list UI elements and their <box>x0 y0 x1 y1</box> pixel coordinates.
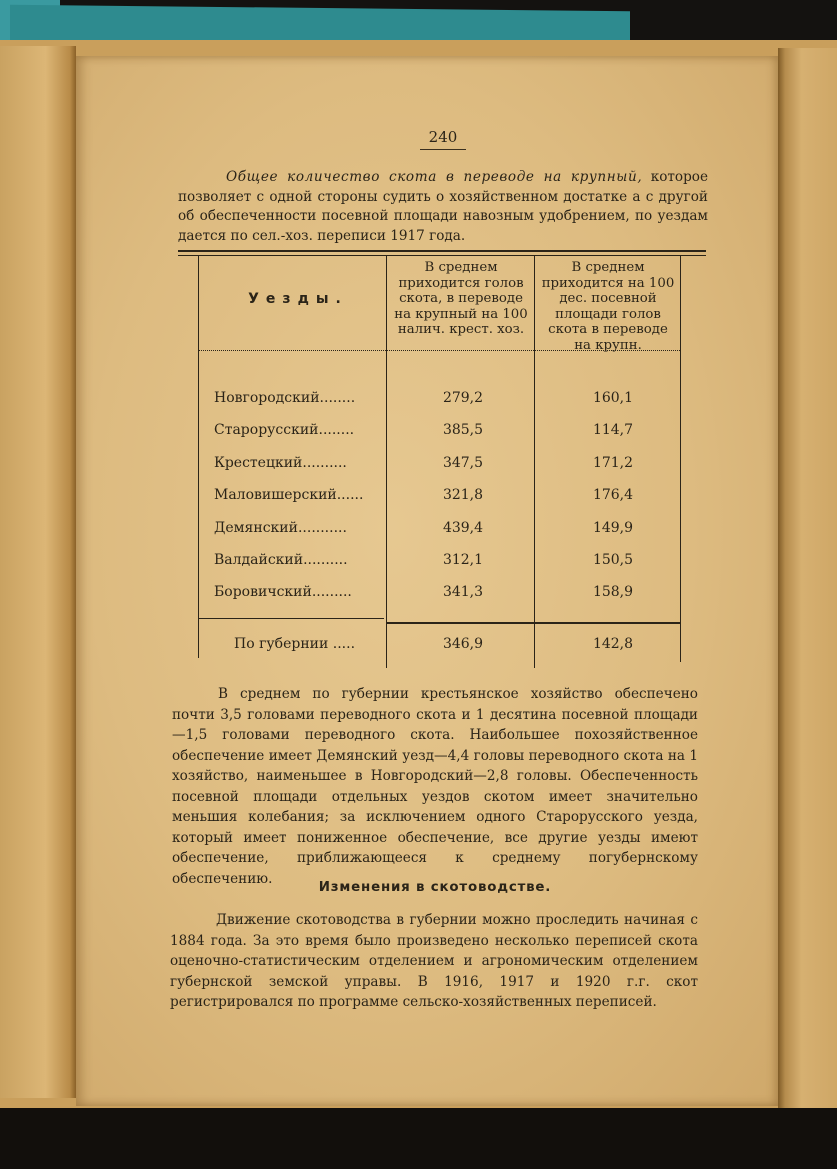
left-page-edge <box>0 46 76 1098</box>
cattle-per-household: 439,4 <box>442 520 484 536</box>
header-counties: Уезды. <box>248 291 348 307</box>
table-row <box>178 520 706 542</box>
total-rule-left <box>198 618 384 619</box>
cattle-per-100-desiatin: 114,7 <box>592 422 634 438</box>
cattle-per-100-desiatin: 171,2 <box>592 455 634 471</box>
right-page-edge <box>778 48 837 1108</box>
cattle-per-household: 312,1 <box>442 552 484 568</box>
header-per-100-desiatin: В среднем приходится на 100 дес. посевной площади голов скота в переводе на крупн. <box>541 260 675 353</box>
cattle-per-100-desiatin: 160,1 <box>592 390 634 406</box>
intro-paragraph <box>178 168 708 246</box>
table-row <box>178 422 706 444</box>
total-rule-right <box>386 622 680 624</box>
total-per-household: 346,9 <box>442 636 484 652</box>
county-name: Крестецкий.......... <box>214 455 347 471</box>
total-label: По губернии ..... <box>234 636 356 652</box>
cattle-per-household: 347,5 <box>442 455 484 471</box>
intro-italic: Общее количество скота в переводе на крупный, <box>226 169 643 185</box>
table-row <box>178 584 706 606</box>
table-row <box>178 552 706 574</box>
paragraph-averages <box>172 684 698 889</box>
paragraph-averages-text: В среднем по губернии крестьянское хозяйство обеспечено почти 3,5 головами переводного скота и 1 десятина посевной площади—1,5 головами переводного скота. Наибольшее похозяйственное обеспечение имеет Демянский уезд—4,4 головы переводного скота на 1 хозяйство, наименьшее в Новгородский—2,8 головы. Обеспеченность посевной площади отдельных уездов скотом имеет значительно меньшия колебания; за исключением одного Старорусского уезда, который имеет пониженное обеспечение, все другие уезды имеют обеспечение, приближающееся к среднему погубернскому обеспечению. <box>172 686 698 887</box>
table-row <box>178 487 706 509</box>
table-row <box>178 455 706 477</box>
livestock-table <box>178 250 706 668</box>
county-name: Валдайский.......... <box>214 552 348 568</box>
cattle-per-household: 279,2 <box>442 390 484 406</box>
desk-background <box>0 1108 837 1169</box>
cattle-per-100-desiatin: 150,5 <box>592 552 634 568</box>
county-name: Демянский........... <box>214 520 347 536</box>
table-row <box>178 390 706 412</box>
page-number: 240 <box>420 128 466 150</box>
cattle-per-100-desiatin: 149,9 <box>592 520 634 536</box>
header-per-household: В среднем приходится голов скота, в переводе на крупный на 100 налич. крест. хоз. <box>394 260 528 338</box>
cattle-per-household: 385,5 <box>442 422 484 438</box>
county-name: Старорусский........ <box>214 422 355 438</box>
intro-text: которое позволяет с одной стороны судить о хозяйственном достатке а с другой об обеспеченности посевной площади навозным удобрением, по уездам дается по сел.-хоз. переписи 1917 года. <box>178 169 709 244</box>
paragraph-history-text: Движение скотоводства в губернии можно проследить начиная с 1884 года. За это время было произведено несколько переписей скота оценочно-статистическим отделением и агрономическим отделением губернской земской управы. В 1916, 1917 и 1920 г.г. скот регистрировался по программе сельско-хозяйственных переписей. <box>170 912 698 1010</box>
county-name: Новгородский........ <box>214 390 356 406</box>
table-top-rule <box>178 250 706 256</box>
table-total-row <box>178 636 706 658</box>
cattle-per-household: 341,3 <box>442 584 484 600</box>
cattle-per-household: 321,8 <box>442 487 484 503</box>
section-title: Изменения в скотоводстве. <box>318 880 552 895</box>
total-per-100-desiatin: 142,8 <box>592 636 634 652</box>
cattle-per-100-desiatin: 176,4 <box>592 487 634 503</box>
paragraph-history <box>170 910 698 1013</box>
county-name: Маловишерский...... <box>214 487 364 503</box>
cattle-per-100-desiatin: 158,9 <box>592 584 634 600</box>
county-name: Боровичский......... <box>214 584 352 600</box>
